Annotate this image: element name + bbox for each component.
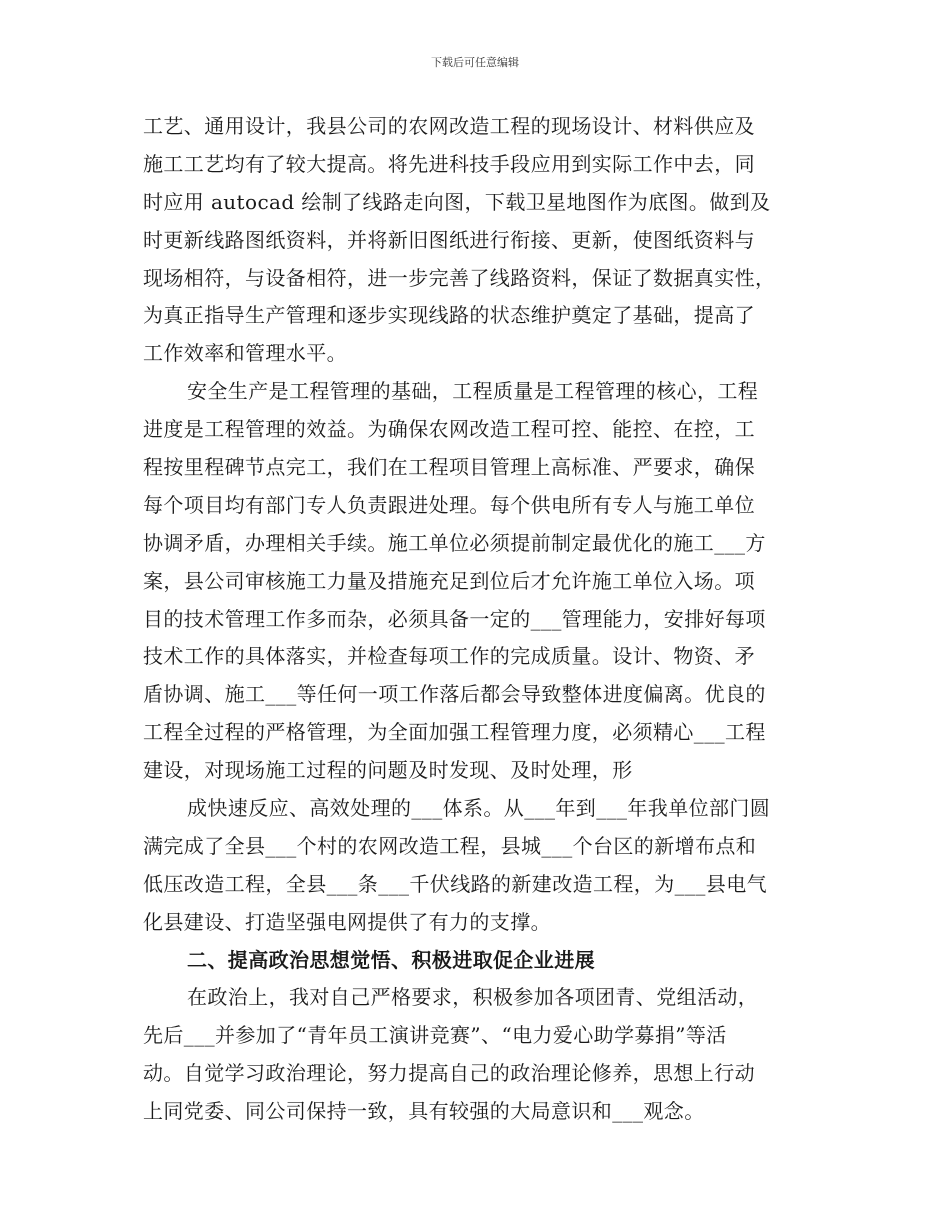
text-line-15: 技术工作的具体落实，并检查每项工作的完成质量。设计、物资、矛 bbox=[143, 644, 755, 669]
text-line-22: 化县建设、打造坚强电网提供了有力的支撑。 bbox=[143, 909, 551, 934]
text-line-6: 为真正指导生产管理和逐步实现线路的状态维护奠定了基础，提高了 bbox=[143, 303, 755, 328]
text-line-1: 工艺、通用设计，我县公司的农网改造工程的现场设计、材料供应及 bbox=[143, 114, 755, 138]
paragraph-start-line: 安全生产是工程管理的基础，工程质量是工程管理的核心，工程 bbox=[187, 379, 759, 404]
text-line-21: 低压改造工程，全县___条___千伏线路的新建改造工程，为___县电气 bbox=[143, 871, 767, 896]
text-line-25: 先后___并参加了“青年员工演讲竞赛”、“电力爱心助学募捐”等活 bbox=[143, 1023, 727, 1048]
text-line-26: 动。自觉学习政治理论，努力提高自己的政治理论修养，思想上行动 bbox=[143, 1061, 755, 1086]
text-line-27: 上同党委、同公司保持一致，具有较强的大局意识和___观念。 bbox=[143, 1099, 705, 1124]
text-line-18: 建设，对现场施工过程的问题及时发现、及时处理，形 bbox=[143, 758, 633, 783]
text-line-4: 时更新线路图纸资料，并将新旧图纸进行衔接、更新，使图纸资料与 bbox=[143, 227, 755, 252]
text-line-14: 目的技术管理工作多而杂，必须具备一定的___管理能力，安排好每项 bbox=[143, 606, 766, 631]
text-line-10: 程按里程碑节点完工，我们在工程项目管理上高标准、严要求，确保 bbox=[143, 455, 755, 480]
text-line-11: 每个项目均有部门专人负责跟进处理。每个供电所有专人与施工单位 bbox=[143, 492, 755, 517]
text-line-3: 时应用 autocad 绘制了线路走向图，下载卫星地图作为底图。做到及 bbox=[143, 189, 771, 214]
document-body bbox=[143, 108, 815, 1131]
text-line-9: 进度是工程管理的效益。为确保农网改造工程可控、能控、在控，工 bbox=[143, 417, 755, 442]
text-line-2: 施工工艺均有了较大提高。将先进科技手段应用到实际工作中去，同 bbox=[143, 151, 755, 176]
text-line-7: 工作效率和管理水平。 bbox=[143, 341, 347, 366]
text-line-20: 满完成了全县___个村的农网改造工程，县城___个台区的新增布点和 bbox=[143, 833, 757, 858]
page-header: 下载后可任意编辑 bbox=[431, 56, 519, 69]
paragraph-start-line: 在政治上，我对自己严格要求，积极参加各项团青、党组活动， bbox=[187, 985, 759, 1010]
text-line-13: 案，县公司审核施工力量及措施充足到位后才允许施工单位入场。项 bbox=[143, 568, 755, 593]
section-heading: 二、提高政治思想觉悟、积极进取促企业进展 bbox=[187, 947, 595, 972]
paragraph-start-line: 成快速反应、高效处理的___体系。从___年到___年我单位部门圆 bbox=[187, 796, 771, 821]
text-line-16: 盾协调、施工___等任何一项工作落后都会导致整体进度偏离。优良的 bbox=[143, 682, 766, 707]
text-line-12: 协调矛盾，办理相关手续。施工单位必须提前制定最优化的施工___方 bbox=[143, 530, 766, 555]
text-line-5: 现场相符，与设备相符，进一步完善了线路资料，保证了数据真实性， bbox=[143, 265, 776, 290]
text-line-17: 工程全过程的严格管理，为全面加强工程管理力度，必须精心___工程 bbox=[143, 720, 766, 745]
